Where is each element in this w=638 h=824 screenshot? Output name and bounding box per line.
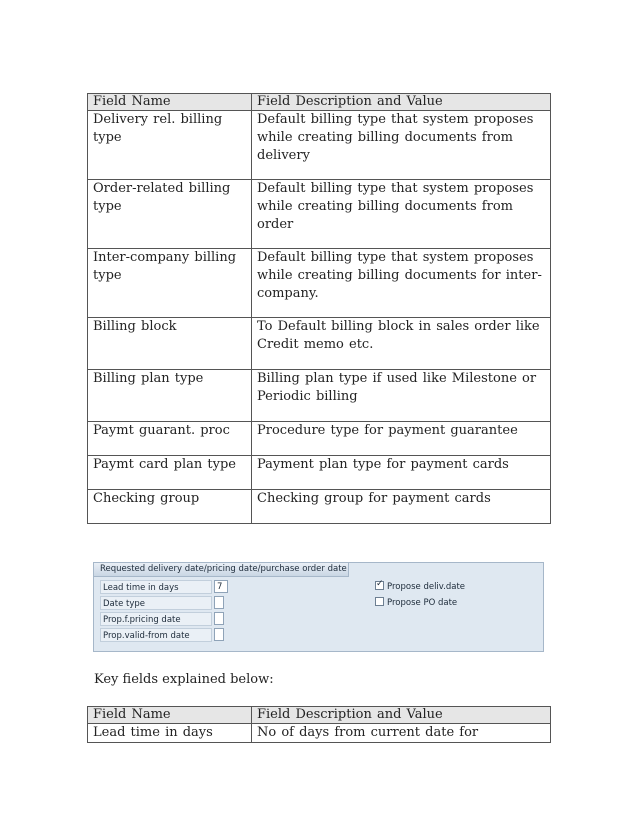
lead-time-input[interactable]: 7 [214,580,228,593]
field-name-cell: Delivery rel. billing type [88,111,252,180]
field-name-cell: Inter-company billing type [88,249,252,318]
key-fields-caption: Key fields explained below: [94,672,274,687]
billing-fields-table [87,93,551,524]
table-header-row [88,94,551,111]
field-name-cell: Lead time in days [88,724,252,743]
table-row [88,318,551,370]
description-cell: To Default billing block in sales order like Credit memo etc. [252,318,551,370]
description-cell: Default billing type that system proposes while creating billing documents for inter-company. [252,249,551,318]
description-cell: Checking group for payment cards [252,490,551,524]
column-header-description: Field Description and Value [252,707,551,724]
checkbox-label: Propose deliv.date [387,582,466,592]
check-mark-icon: ✓ [376,579,384,589]
key-fields-table [87,706,551,743]
valid-from-date-label: Prop.valid-from date [100,628,212,642]
table-row [88,111,551,180]
date-type-input[interactable] [214,596,224,609]
table-row [88,490,551,524]
description-cell: Procedure type for payment guarantee [252,422,551,456]
table-row [88,180,551,249]
checkbox-label: Propose PO date [387,598,458,608]
column-header-field-name: Field Name [88,94,252,111]
description-cell: Payment plan type for payment cards [252,456,551,490]
field-name-cell: Paymt card plan type [88,456,252,490]
description-cell: Billing plan type if used like Milestone or Periodic billing [252,370,551,422]
field-name-cell: Checking group [88,490,252,524]
propose-deliv-date-checkbox[interactable] [375,581,465,593]
field-name-cell: Billing block [88,318,252,370]
pricing-date-input[interactable] [214,612,224,625]
pricing-date-label: Prop.f.pricing date [100,612,212,626]
sap-delivery-date-panel [93,562,544,652]
column-header-field-name: Field Name [88,707,252,724]
table-header-row [88,707,551,724]
table-row [88,370,551,422]
table-row [88,724,551,743]
checkbox-unchecked-icon[interactable] [375,597,384,606]
date-type-label: Date type [100,596,212,610]
valid-from-date-input[interactable] [214,628,224,641]
propose-po-date-checkbox[interactable] [375,597,457,609]
table-row [88,422,551,456]
table-row [88,249,551,318]
field-name-cell: Paymt guarant. proc [88,422,252,456]
checkbox-checked-icon[interactable] [375,581,384,590]
field-name-cell: Billing plan type [88,370,252,422]
description-cell: Default billing type that system proposes while creating billing documents from delivery [252,111,551,180]
description-cell: Default billing type that system proposes while creating billing documents from order [252,180,551,249]
description-cell: No of days from current date for [252,724,551,743]
table-row [88,456,551,490]
field-name-cell: Order-related billing type [88,180,252,249]
lead-time-label: Lead time in days [100,580,212,594]
panel-title: Requested delivery date/pricing date/purchase order date [94,563,349,577]
column-header-description: Field Description and Value [252,94,551,111]
